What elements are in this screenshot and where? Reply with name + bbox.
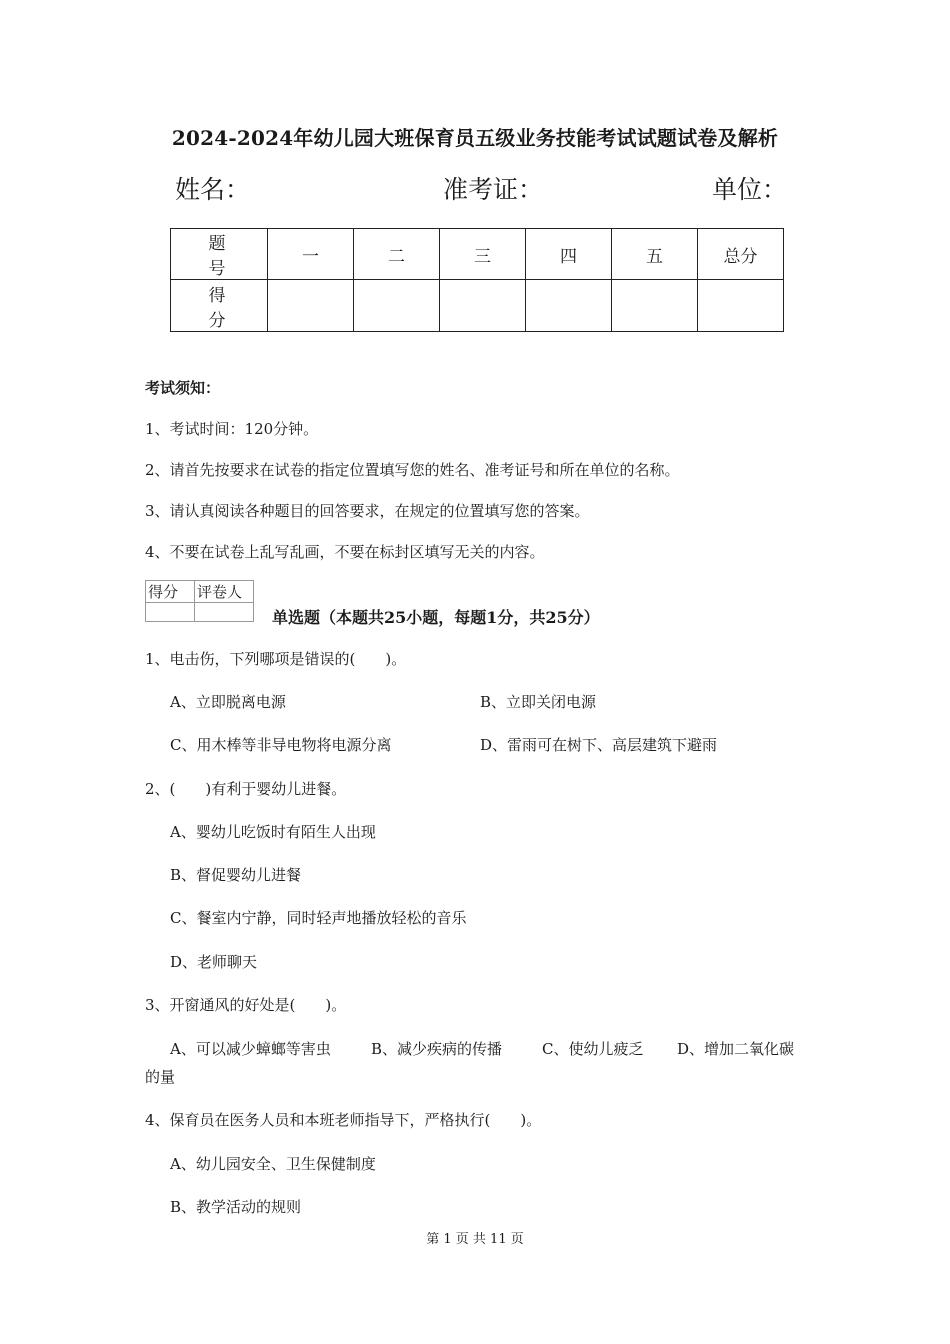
option-a: A、婴幼儿吃饭时有陌生人出现 xyxy=(170,823,376,841)
option-a: A、立即脱离电源 xyxy=(170,693,286,711)
question-stem: 3、开窗通风的好处是( )。 xyxy=(145,996,347,1014)
name-field-label: 姓名： xyxy=(175,175,251,204)
score-table-col-total: 总分 xyxy=(698,229,784,280)
score-table-label-score: 得 分 xyxy=(171,280,268,332)
notice-item: 1、考试时间：120分钟。 xyxy=(145,420,319,438)
score-cell[interactable] xyxy=(354,280,440,332)
option-d: D、增加二氧化碳 xyxy=(677,1040,795,1058)
option-b: B、督促婴幼儿进餐 xyxy=(170,866,302,884)
score-cell[interactable] xyxy=(612,280,698,332)
question-stem: 1、电击伤，下列哪项是错误的( )。 xyxy=(145,650,407,668)
score-cell[interactable] xyxy=(440,280,526,332)
option-c: C、使幼儿疲乏 xyxy=(542,1040,644,1058)
notice-item: 4、不要在试卷上乱写乱画，不要在标封区填写无关的内容。 xyxy=(145,543,545,561)
option-c: C、用木棒等非导电物将电源分离 xyxy=(170,736,392,754)
notice-heading: 考试须知： xyxy=(145,379,221,397)
option-b: B、减少疾病的传播 xyxy=(371,1040,503,1058)
page-footer: 第 1 页 共 11 页 xyxy=(426,1232,524,1247)
option-d: D、老师聊天 xyxy=(170,953,258,971)
grader-reviewer-label: 评卷人 xyxy=(195,581,254,603)
unit-field-label: 单位： xyxy=(712,175,788,204)
option-d: D、雷雨可在树下、高层建筑下避雨 xyxy=(480,736,718,754)
section-title: 单选题（本题共25小题，每题1分，共25分） xyxy=(272,608,600,627)
score-cell[interactable] xyxy=(268,280,354,332)
grader-score-cell[interactable] xyxy=(146,603,195,622)
question-stem: 2、( )有利于婴幼儿进餐。 xyxy=(145,780,347,798)
score-table xyxy=(170,228,784,332)
question-stem: 4、保育员在医务人员和本班老师指导下，严格执行( )。 xyxy=(145,1111,542,1129)
score-table-col-3: 三 xyxy=(440,229,526,280)
score-cell[interactable] xyxy=(526,280,612,332)
exam-id-field-label: 准考证： xyxy=(443,175,544,204)
score-table-score-row xyxy=(171,280,784,332)
grader-box xyxy=(145,580,254,622)
score-table-col-1: 一 xyxy=(268,229,354,280)
score-table-col-5: 五 xyxy=(612,229,698,280)
page-title: 2024-2024年幼儿园大班保育员五级业务技能考试试题试卷及解析 xyxy=(171,126,779,150)
notice-item: 3、请认真阅读各种题目的回答要求，在规定的位置填写您的答案。 xyxy=(145,502,590,520)
score-table-col-2: 二 xyxy=(354,229,440,280)
notice-item: 2、请首先按要求在试卷的指定位置填写您的姓名、准考证号和所在单位的名称。 xyxy=(145,461,680,479)
option-a: A、可以减少蟑螂等害虫 xyxy=(170,1040,331,1058)
score-table-label-question: 题 号 xyxy=(171,229,268,280)
score-table-col-4: 四 xyxy=(526,229,612,280)
option-b: B、教学活动的规则 xyxy=(170,1198,302,1216)
score-table-header-row xyxy=(171,229,784,280)
grader-reviewer-cell[interactable] xyxy=(195,603,254,622)
option-d-continuation: 的量 xyxy=(145,1068,176,1086)
option-b: B、立即关闭电源 xyxy=(480,693,597,711)
grader-score-label: 得分 xyxy=(146,581,195,603)
option-a: A、幼儿园安全、卫生保健制度 xyxy=(170,1155,376,1173)
option-c: C、餐室内宁静，同时轻声地播放轻松的音乐 xyxy=(170,909,467,927)
score-cell-total[interactable] xyxy=(698,280,784,332)
